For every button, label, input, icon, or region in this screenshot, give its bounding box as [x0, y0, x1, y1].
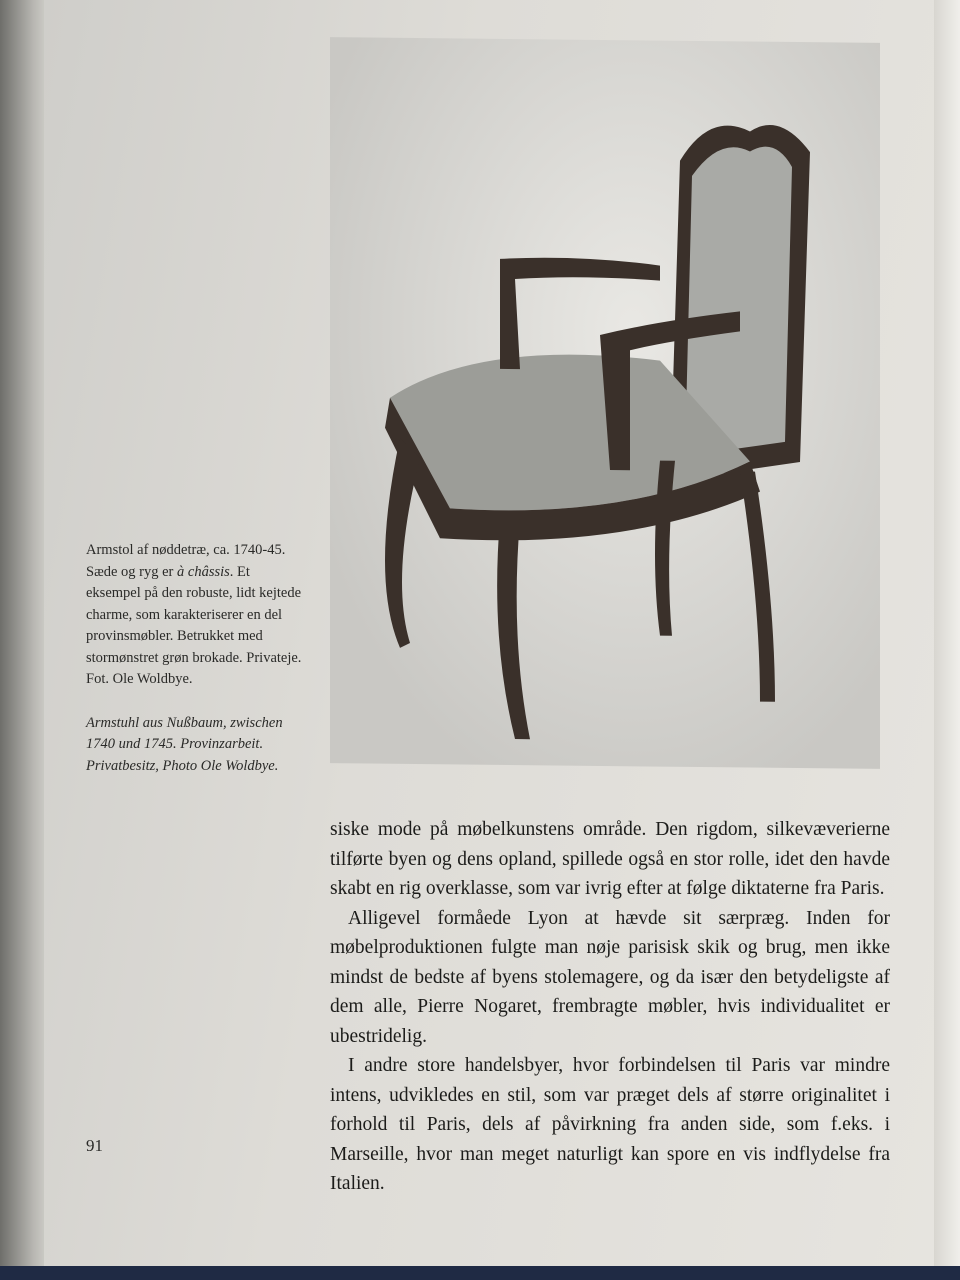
- armchair-illustration: [330, 37, 880, 769]
- book-gutter: [0, 0, 48, 1280]
- page-number: 91: [86, 1136, 103, 1155]
- armchair-photo: [330, 37, 880, 769]
- paragraph: Alligevel formåede Lyon at hævde sit særpræg. Inden for møbelproduktionen fulgte man nøje parisisk skik og brug, men ikke mindst de bedste af byens stolemagere, og da især den betydeligste af dem alle, Pierre Nogaret, frembragte møbler, hvis individualitet er ubestridelig.: [330, 907, 890, 1047]
- paragraph: I andre store handelsbyer, hvor forbindelsen til Paris var mindre intens, udvikledes en stil, som var præget dels af større originalitet i forhold til Paris, dels af påvirkning fra anden side, som f.eks. i Marseille, hvor man meget naturligt kan spore en vis indflydelse fra Italien.: [330, 1055, 890, 1194]
- page-edge: [934, 0, 960, 1280]
- photo-credit: Fot. Ole Woldbye.: [86, 671, 193, 687]
- caption-german: Armstuhl aus Nußbaum, zwischen 1740 und 1745. Provinzarbeit. Privatbesitz, Photo Ole Woldbye.: [86, 714, 283, 774]
- paragraph: siske mode på møbelkunstens område. Den rigdom, silkevæverierne tilførte byen og dens opland, spillede også en stor rolle, idet den havde skabt en rig overklasse, som var ivrig efter at følge diktaterne fra Paris.: [330, 819, 890, 899]
- book-cover-edge: [0, 1266, 960, 1280]
- caption-danish-italic: à châssis: [177, 563, 230, 580]
- caption-danish-text: Armstol af nøddetræ, ca. 1740-45. Sæde og ryg er: [86, 542, 286, 580]
- body-text: [330, 815, 890, 1199]
- caption-danish-rest: . Et eksempel på den robuste, lidt kejtede charme, som karakteriserer en del provinsmøbler. Betrukket med stormønstret grøn brokade. Privateje.: [86, 563, 302, 666]
- caption-danish: [86, 540, 308, 669]
- figure-caption: [86, 540, 308, 777]
